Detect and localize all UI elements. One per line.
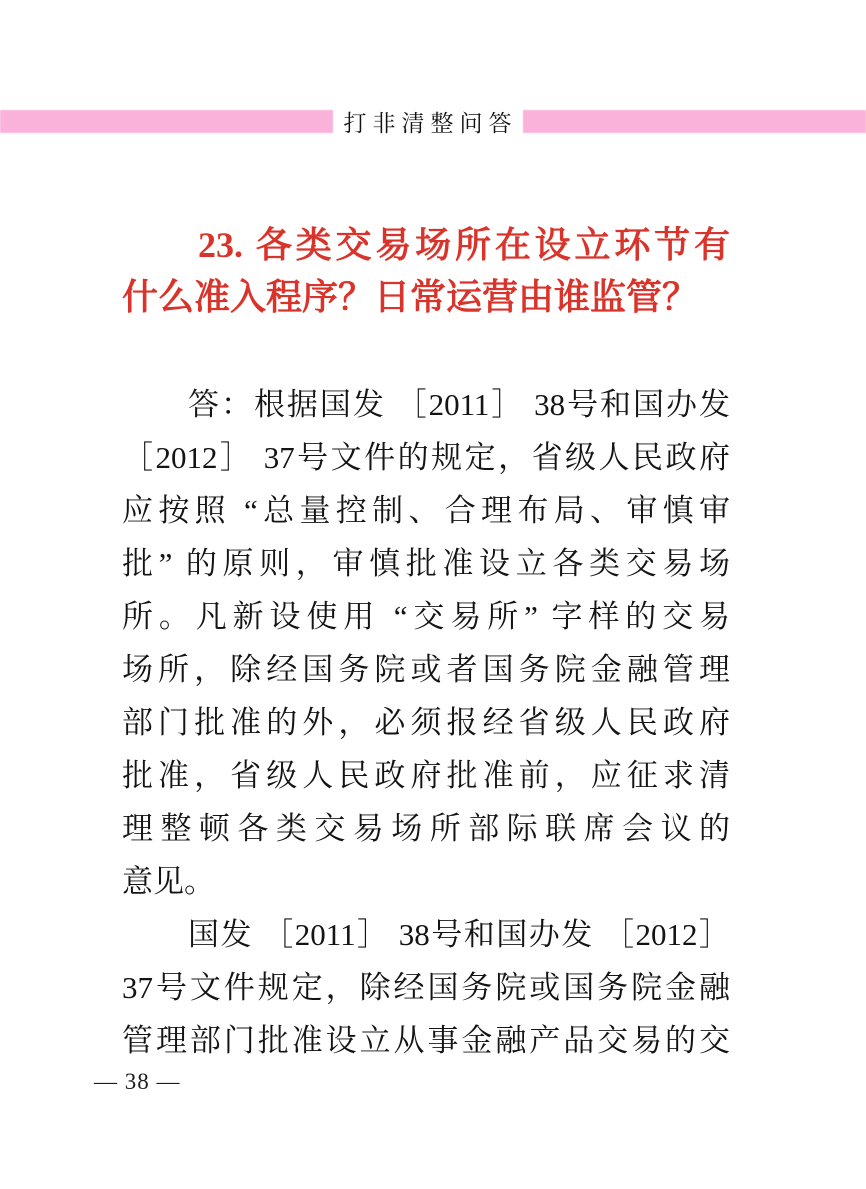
page-footer	[94, 1069, 181, 1095]
header-bar-left	[0, 110, 333, 133]
question-title	[122, 219, 730, 323]
answer-line: 部门批准的外，必须报经省级人民政府	[122, 705, 730, 740]
header-bar-right	[523, 110, 866, 133]
answer-line: 应按照 “总量控制、合理布局、审慎审	[122, 493, 730, 528]
answer-line: 理整顿各类交易场所部际联席会议的	[122, 811, 730, 846]
question-title-line-1: 23. 各类交易场所在设立环节有	[198, 225, 730, 265]
answer-line: 批” 的原则，审慎批准设立各类交易场	[122, 546, 730, 581]
answer-line: 意见。	[122, 864, 215, 899]
page-header	[0, 107, 866, 135]
answer-line: 批准，省级人民政府批准前，应征求清	[122, 758, 730, 793]
answer-line: 所。凡新设使用 “交易所” 字样的交易	[122, 599, 730, 634]
answer-line: 答：根据国发 ［2011］ 38号和国办发	[188, 387, 730, 422]
answer-line: 37号文件规定，除经国务院或国务院金融	[122, 970, 730, 1005]
running-head-title: 打非清整问答	[343, 110, 518, 136]
answer-line: 国发 ［2011］ 38号和国办发 ［2012］	[188, 917, 730, 952]
answer-line: 管理部门批准设立从事金融产品交易的交	[122, 1023, 730, 1058]
answer-line: ［2012］ 37号文件的规定，省级人民政府	[122, 440, 730, 475]
page-number: — 38 —	[94, 1069, 181, 1094]
answer-line: 场所，除经国务院或者国务院金融管理	[122, 652, 730, 687]
answer-body	[122, 378, 730, 1067]
question-title-line-2: 什么准入程序？日常运营由谁监管？	[122, 277, 699, 317]
